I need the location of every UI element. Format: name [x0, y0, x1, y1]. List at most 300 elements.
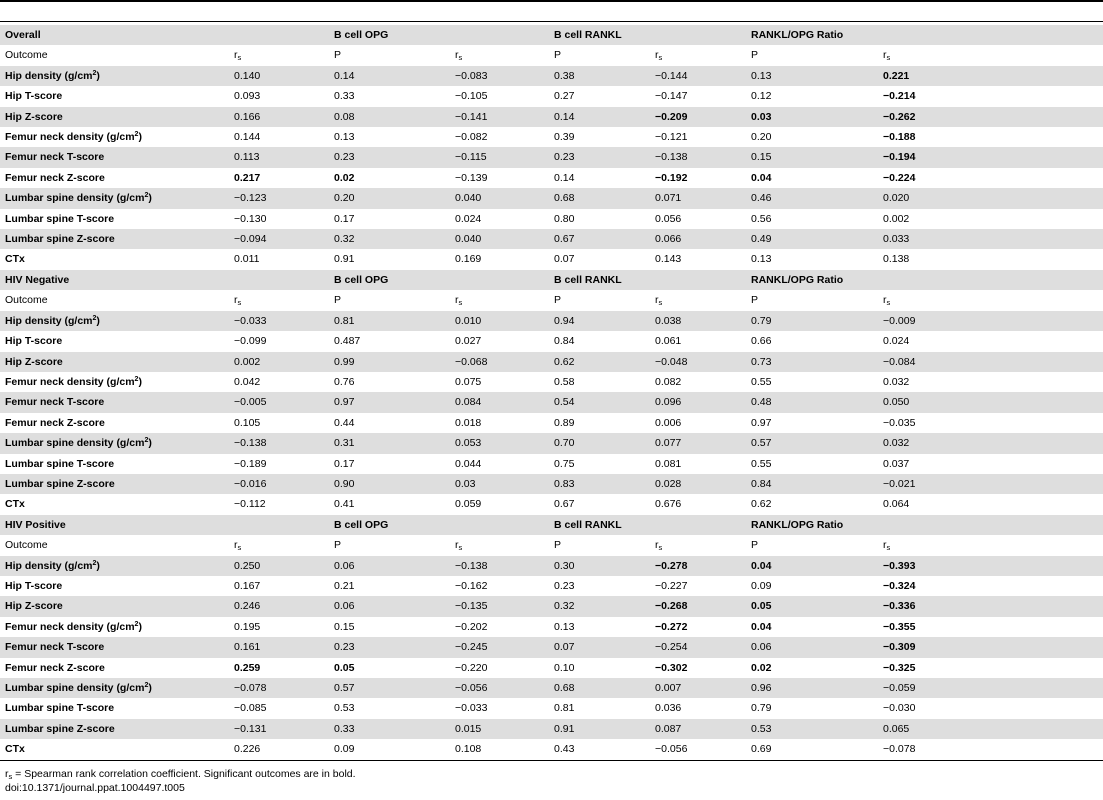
- p-value-cell: 0.56: [751, 212, 772, 225]
- rs-value-cell: 0.024: [455, 212, 482, 225]
- group-header: RANKL/OPG Ratio: [746, 25, 1103, 45]
- section-label: HIV Positive: [0, 515, 229, 535]
- rs-value-cell: −0.048: [650, 352, 746, 372]
- p-value-cell: 0.20: [751, 131, 772, 144]
- table-row: [0, 311, 1103, 331]
- rs-value-cell: −0.033: [229, 311, 329, 331]
- p-value-cell: 0.10: [554, 661, 575, 674]
- rs-value-cell: 0.169: [455, 253, 482, 266]
- outcome-cell: Hip density $(g/cm^2)$: [0, 311, 229, 331]
- outcome-cell: Femur neck T-score: [0, 637, 229, 657]
- rs-value-cell: 0.246: [229, 596, 329, 616]
- p-value-cell: 0.23: [329, 637, 450, 657]
- rs-header: $r_s$: [655, 539, 663, 553]
- rs-value-cell: 0.071: [650, 188, 746, 208]
- rs-value-cell: −0.141: [450, 107, 549, 127]
- spacer-cell: [229, 25, 329, 45]
- rs-value-cell: −0.094: [229, 229, 329, 249]
- outcome-cell: Lumbar spine Z-score: [0, 229, 229, 249]
- p-value-cell: 0.20: [329, 188, 450, 208]
- rs-value-cell: −0.147: [655, 90, 688, 103]
- group-header: B cell RANKL: [549, 515, 746, 535]
- p-value-cell: 0.03: [746, 107, 878, 127]
- rs-value-cell: −0.078: [883, 743, 916, 756]
- rs-value-cell: 0.010: [450, 311, 549, 331]
- p-value-cell: 0.17: [334, 457, 355, 470]
- rs-value-cell: 0.050: [878, 392, 1103, 412]
- p-value-cell: 0.14: [329, 66, 450, 86]
- rs-value-cell: 0.032: [883, 375, 910, 388]
- p-value-cell: 0.09: [334, 743, 355, 756]
- p-value-cell: 0.09: [751, 579, 772, 592]
- rs-value-cell: 0.007: [650, 678, 746, 698]
- p-header: P: [751, 539, 759, 552]
- outcome-cell: Lumbar spine Z-score: [0, 719, 229, 739]
- rs-value-cell: 0.250: [229, 556, 329, 576]
- rs-value-cell: −0.084: [878, 352, 1103, 372]
- p-value-cell: 0.23: [549, 147, 650, 167]
- rs-value-cell: −0.220: [455, 661, 488, 674]
- group-header: RANKL/OPG Ratio: [746, 270, 1103, 290]
- rs-value-cell: 0.065: [878, 719, 1103, 739]
- rs-value-cell: −0.035: [883, 416, 916, 429]
- rs-value-cell: −0.056: [450, 678, 549, 698]
- rs-value-cell: −0.324: [883, 579, 916, 592]
- rs-value-cell: −0.078: [229, 678, 329, 698]
- p-value-cell: 0.89: [554, 416, 575, 429]
- p-value-cell: 0.84: [746, 474, 878, 494]
- rs-value-cell: 0.676: [655, 498, 682, 511]
- rs-value-cell: −0.105: [455, 90, 488, 103]
- table-row: [0, 576, 1103, 596]
- rs-header: $r_s$: [883, 539, 891, 553]
- p-header: P: [554, 539, 562, 552]
- p-value-cell: 0.76: [334, 375, 355, 388]
- p-value-cell: 0.62: [549, 352, 650, 372]
- table-row: [0, 433, 1103, 453]
- p-value-cell: 0.12: [751, 90, 772, 103]
- p-value-cell: 0.04: [746, 556, 878, 576]
- group-header: B cell RANKL: [549, 270, 746, 290]
- outcome-cell: Lumbar spine density $(g/cm^2)$: [0, 433, 229, 453]
- rs-value-cell: −0.188: [883, 131, 916, 144]
- rs-value-cell: 0.259: [234, 661, 261, 674]
- rs-value-cell: −0.138: [229, 433, 329, 453]
- p-value-cell: 0.54: [549, 392, 650, 412]
- table-row: [0, 331, 1103, 351]
- p-value-cell: 0.62: [751, 498, 772, 511]
- rs-value-cell: 0.096: [650, 392, 746, 412]
- p-value-cell: 0.94: [549, 311, 650, 331]
- p-value-cell: 0.83: [549, 474, 650, 494]
- rs-value-cell: 0.113: [229, 147, 329, 167]
- rs-value-cell: −0.393: [878, 556, 1103, 576]
- table-body: [0, 25, 1103, 760]
- p-value-cell: 0.79: [751, 702, 772, 715]
- table-row: [0, 413, 1103, 433]
- p-value-cell: 0.32: [329, 229, 450, 249]
- footnote: $r_s$ = Spearman rank correlation coefficient. Significant outcomes are in bold.: [5, 768, 356, 781]
- rs-value-cell: −0.214: [883, 90, 916, 103]
- rs-header: $r_s$: [455, 539, 463, 553]
- p-value-cell: 0.41: [334, 498, 355, 511]
- outcome-cell: Hip density $(g/cm^2)$: [0, 556, 229, 576]
- rs-value-cell: 0.028: [650, 474, 746, 494]
- section-label: Overall: [0, 25, 229, 45]
- p-value-cell: 0.08: [329, 107, 450, 127]
- p-value-cell: 0.07: [554, 253, 575, 266]
- outcome-cell: CTx: [5, 253, 25, 266]
- p-value-cell: 0.43: [554, 743, 575, 756]
- correlation-table: [0, 25, 1103, 760]
- p-value-cell: 0.53: [746, 719, 878, 739]
- p-value-cell: 0.66: [751, 335, 772, 348]
- rs-value-cell: −0.123: [229, 188, 329, 208]
- p-value-cell: 0.90: [329, 474, 450, 494]
- rs-value-cell: 0.066: [650, 229, 746, 249]
- outcome-cell: Hip Z-score: [0, 352, 229, 372]
- rs-value-cell: −0.268: [650, 596, 746, 616]
- rs-value-cell: 0.032: [878, 433, 1103, 453]
- table-top-rule: [0, 0, 1103, 2]
- outcome-cell: Lumbar spine T-score: [5, 702, 115, 715]
- rs-value-cell: −0.262: [878, 107, 1103, 127]
- rs-value-cell: 0.018: [455, 416, 482, 429]
- rs-value-cell: 0.081: [655, 457, 682, 470]
- rs-value-cell: 0.038: [650, 311, 746, 331]
- rs-value-cell: −0.192: [655, 171, 688, 184]
- rs-value-cell: 0.064: [883, 498, 910, 511]
- rs-value-cell: 0.056: [655, 212, 682, 225]
- outcome-cell: Hip T-score: [5, 335, 63, 348]
- rs-value-cell: 0.221: [878, 66, 1103, 86]
- rs-value-cell: 0.042: [234, 375, 261, 388]
- rs-value-cell: −0.083: [450, 66, 549, 86]
- table-row: [0, 147, 1103, 167]
- rs-value-cell: −0.131: [229, 719, 329, 739]
- subheader-row: [0, 45, 1103, 65]
- table-row: [0, 352, 1103, 372]
- outcome-cell: Hip Z-score: [0, 596, 229, 616]
- outcome-cell: CTx: [5, 743, 25, 756]
- outcome-cell: Lumbar spine T-score: [5, 457, 115, 470]
- rs-value-cell: 0.167: [234, 579, 261, 592]
- rs-value-cell: 0.087: [650, 719, 746, 739]
- p-value-cell: 0.81: [329, 311, 450, 331]
- rs-header: $r_s$: [655, 294, 663, 308]
- p-value-cell: 0.75: [554, 457, 575, 470]
- p-value-cell: 0.46: [746, 188, 878, 208]
- p-value-cell: 0.15: [746, 147, 878, 167]
- p-value-cell: 0.53: [334, 702, 355, 715]
- rs-value-cell: −0.112: [234, 498, 266, 511]
- p-value-cell: 0.67: [549, 229, 650, 249]
- rs-header: $r_s$: [655, 49, 663, 63]
- rs-header: $r_s$: [234, 294, 242, 308]
- outcome-cell: Lumbar spine density $(g/cm^2)$: [0, 678, 229, 698]
- table-row: [0, 494, 1103, 514]
- p-value-cell: 0.33: [329, 719, 450, 739]
- rs-value-cell: −0.202: [455, 620, 488, 633]
- p-value-cell: 0.79: [746, 311, 878, 331]
- p-value-cell: 0.14: [554, 171, 575, 184]
- spacer-cell: [229, 270, 329, 290]
- group-header: B cell RANKL: [549, 25, 746, 45]
- table-row: [0, 168, 1103, 188]
- p-header: P: [334, 539, 342, 552]
- table-row: [0, 739, 1103, 759]
- rs-value-cell: 0.105: [234, 416, 261, 429]
- rs-value-cell: 0.138: [883, 253, 910, 266]
- p-value-cell: 0.97: [329, 392, 450, 412]
- p-value-cell: 0.67: [554, 498, 575, 511]
- rs-value-cell: 0.108: [455, 743, 482, 756]
- rs-value-cell: −0.245: [450, 637, 549, 657]
- p-value-cell: 0.49: [746, 229, 878, 249]
- rs-value-cell: −0.005: [229, 392, 329, 412]
- p-value-cell: 0.23: [329, 147, 450, 167]
- p-value-cell: 0.21: [334, 579, 355, 592]
- subheader-row: [0, 535, 1103, 555]
- rs-value-cell: 0.075: [455, 375, 482, 388]
- outcome-header: Outcome: [5, 539, 48, 552]
- rs-value-cell: −0.254: [650, 637, 746, 657]
- table-row: [0, 454, 1103, 474]
- p-header: P: [751, 294, 759, 307]
- p-value-cell: 0.06: [329, 596, 450, 616]
- outcome-cell: Hip T-score: [5, 579, 63, 592]
- p-header: P: [554, 49, 562, 62]
- rs-value-cell: 0.166: [229, 107, 329, 127]
- rs-value-cell: −0.056: [655, 743, 688, 756]
- rs-value-cell: −0.016: [229, 474, 329, 494]
- p-value-cell: 0.57: [746, 433, 878, 453]
- p-value-cell: 0.97: [751, 416, 772, 429]
- rs-value-cell: −0.278: [650, 556, 746, 576]
- table-row: [0, 392, 1103, 412]
- table-row: [0, 658, 1103, 678]
- p-value-cell: 0.05: [334, 661, 355, 674]
- rs-value-cell: 0.226: [234, 743, 261, 756]
- p-value-cell: 0.04: [751, 620, 772, 633]
- table-row: [0, 596, 1103, 616]
- rs-value-cell: −0.224: [883, 171, 916, 184]
- rs-value-cell: −0.115: [450, 147, 549, 167]
- p-value-cell: 0.81: [554, 702, 575, 715]
- rs-value-cell: −0.227: [655, 579, 688, 592]
- p-header: P: [554, 294, 562, 307]
- p-value-cell: 0.99: [329, 352, 450, 372]
- p-value-cell: 0.05: [746, 596, 878, 616]
- outcome-header: Outcome: [5, 49, 48, 62]
- rs-value-cell: −0.139: [455, 171, 488, 184]
- p-header: P: [334, 49, 342, 62]
- doi: doi:10.1371/journal.ppat.1004497.t005: [5, 782, 185, 794]
- rs-value-cell: −0.309: [878, 637, 1103, 657]
- rs-value-cell: 0.036: [655, 702, 682, 715]
- outcome-cell: Hip Z-score: [0, 107, 229, 127]
- rs-value-cell: −0.209: [650, 107, 746, 127]
- rs-value-cell: −0.033: [455, 702, 488, 715]
- p-value-cell: 0.13: [751, 253, 772, 266]
- rs-value-cell: −0.085: [234, 702, 267, 715]
- p-value-cell: 0.15: [334, 620, 355, 633]
- p-value-cell: 0.38: [549, 66, 650, 86]
- rs-header: $r_s$: [234, 49, 242, 63]
- rs-value-cell: −0.135: [450, 596, 549, 616]
- table-row: [0, 249, 1103, 269]
- rs-value-cell: −0.021: [878, 474, 1103, 494]
- outcome-cell: Femur neck Z-score: [5, 661, 105, 674]
- rs-value-cell: 0.217: [234, 171, 261, 184]
- rs-value-cell: −0.355: [883, 620, 916, 633]
- group-header: B cell OPG: [329, 515, 549, 535]
- outcome-cell: Lumbar spine Z-score: [0, 474, 229, 494]
- p-value-cell: 0.14: [549, 107, 650, 127]
- rs-value-cell: −0.189: [234, 457, 267, 470]
- rs-value-cell: 0.059: [455, 498, 482, 511]
- subheader-row: [0, 290, 1103, 310]
- p-value-cell: 0.04: [751, 171, 772, 184]
- table-row: [0, 637, 1103, 657]
- table-row: [0, 86, 1103, 106]
- outcome-cell: Femur neck Z-score: [5, 171, 105, 184]
- p-value-cell: 0.44: [334, 416, 355, 429]
- rs-value-cell: 0.037: [883, 457, 910, 470]
- table-row: [0, 474, 1103, 494]
- rs-value-cell: −0.030: [883, 702, 916, 715]
- rs-value-cell: −0.068: [450, 352, 549, 372]
- p-value-cell: 0.73: [746, 352, 878, 372]
- table-header-rule: [0, 21, 1103, 22]
- rs-value-cell: −0.144: [650, 66, 746, 86]
- p-value-cell: 0.17: [334, 212, 355, 225]
- rs-value-cell: 0.002: [229, 352, 329, 372]
- rs-header: $r_s$: [455, 294, 463, 308]
- p-value-cell: 0.96: [746, 678, 878, 698]
- table-row: [0, 127, 1103, 147]
- outcome-cell: Femur neck density $(g/cm^2)$: [5, 375, 142, 388]
- spacer-cell: [229, 515, 329, 535]
- p-value-cell: 0.58: [554, 375, 575, 388]
- rs-value-cell: 0.144: [234, 131, 261, 144]
- section-label: HIV Negative: [0, 270, 229, 290]
- rs-header: $r_s$: [883, 294, 891, 308]
- rs-value-cell: 0.006: [655, 416, 682, 429]
- p-value-cell: 0.70: [549, 433, 650, 453]
- p-value-cell: 0.02: [334, 171, 355, 184]
- p-value-cell: 0.68: [549, 678, 650, 698]
- rs-value-cell: 0.077: [650, 433, 746, 453]
- rs-value-cell: 0.015: [450, 719, 549, 739]
- rs-value-cell: −0.130: [234, 212, 267, 225]
- p-value-cell: 0.32: [549, 596, 650, 616]
- p-value-cell: 0.27: [554, 90, 575, 103]
- rs-value-cell: 0.195: [234, 620, 261, 633]
- rs-value-cell: −0.302: [655, 661, 688, 674]
- rs-value-cell: −0.121: [655, 131, 688, 144]
- p-value-cell: 0.68: [549, 188, 650, 208]
- rs-value-cell: −0.009: [878, 311, 1103, 331]
- p-value-cell: 0.91: [334, 253, 355, 266]
- outcome-cell: Hip density $(g/cm^2)$: [0, 66, 229, 86]
- outcome-header: Outcome: [5, 294, 48, 307]
- table-row: [0, 698, 1103, 718]
- p-value-cell: 0.55: [751, 457, 772, 470]
- rs-value-cell: 0.044: [455, 457, 482, 470]
- outcome-cell: Lumbar spine density $(g/cm^2)$: [0, 188, 229, 208]
- p-value-cell: 0.39: [554, 131, 575, 144]
- table-row: [0, 229, 1103, 249]
- rs-value-cell: −0.194: [878, 147, 1103, 167]
- rs-value-cell: 0.040: [450, 188, 549, 208]
- rs-value-cell: 0.161: [229, 637, 329, 657]
- p-value-cell: 0.31: [329, 433, 450, 453]
- outcome-cell: Femur neck Z-score: [5, 416, 105, 429]
- rs-value-cell: 0.082: [655, 375, 682, 388]
- rs-value-cell: 0.093: [234, 90, 261, 103]
- rs-value-cell: 0.140: [229, 66, 329, 86]
- rs-value-cell: 0.061: [655, 335, 682, 348]
- rs-header: $r_s$: [883, 49, 891, 63]
- rs-value-cell: −0.138: [650, 147, 746, 167]
- outcome-cell: Femur neck T-score: [0, 147, 229, 167]
- table-row: [0, 678, 1103, 698]
- outcome-cell: Femur neck T-score: [0, 392, 229, 412]
- rs-value-cell: 0.024: [883, 335, 910, 348]
- rs-value-cell: −0.059: [878, 678, 1103, 698]
- group-header: RANKL/OPG Ratio: [746, 515, 1103, 535]
- p-value-cell: 0.69: [751, 743, 772, 756]
- table-row: [0, 209, 1103, 229]
- table-row: [0, 556, 1103, 576]
- p-value-cell: 0.07: [549, 637, 650, 657]
- p-header: P: [751, 49, 759, 62]
- outcome-cell: Femur neck density $(g/cm^2)$: [5, 620, 142, 633]
- section-header-row: [0, 25, 1103, 45]
- rs-value-cell: −0.325: [883, 661, 916, 674]
- section-header-row: [0, 515, 1103, 535]
- rs-value-cell: 0.002: [883, 212, 910, 225]
- p-value-cell: 0.48: [746, 392, 878, 412]
- p-value-cell: 0.33: [334, 90, 355, 103]
- rs-value-cell: −0.082: [455, 131, 488, 144]
- outcome-cell: Hip T-score: [5, 90, 63, 103]
- outcome-cell: Femur neck density $(g/cm^2)$: [5, 131, 142, 144]
- p-value-cell: 0.57: [329, 678, 450, 698]
- p-value-cell: 0.13: [746, 66, 878, 86]
- table-row: [0, 617, 1103, 637]
- rs-value-cell: 0.033: [878, 229, 1103, 249]
- rs-value-cell: 0.027: [455, 335, 482, 348]
- p-value-cell: 0.06: [746, 637, 878, 657]
- rs-value-cell: 0.143: [655, 253, 682, 266]
- p-value-cell: 0.23: [554, 579, 575, 592]
- table-bottom-rule: [0, 760, 1103, 761]
- rs-value-cell: 0.084: [450, 392, 549, 412]
- section-header-row: [0, 270, 1103, 290]
- rs-header: $r_s$: [234, 539, 242, 553]
- table-row: [0, 107, 1103, 127]
- rs-value-cell: −0.162: [455, 579, 488, 592]
- rs-header: $r_s$: [455, 49, 463, 63]
- p-value-cell: 0.487: [334, 335, 361, 348]
- p-value-cell: 0.13: [334, 131, 355, 144]
- table-row: [0, 372, 1103, 392]
- p-value-cell: 0.06: [329, 556, 450, 576]
- table-row: [0, 66, 1103, 86]
- group-header: B cell OPG: [329, 25, 549, 45]
